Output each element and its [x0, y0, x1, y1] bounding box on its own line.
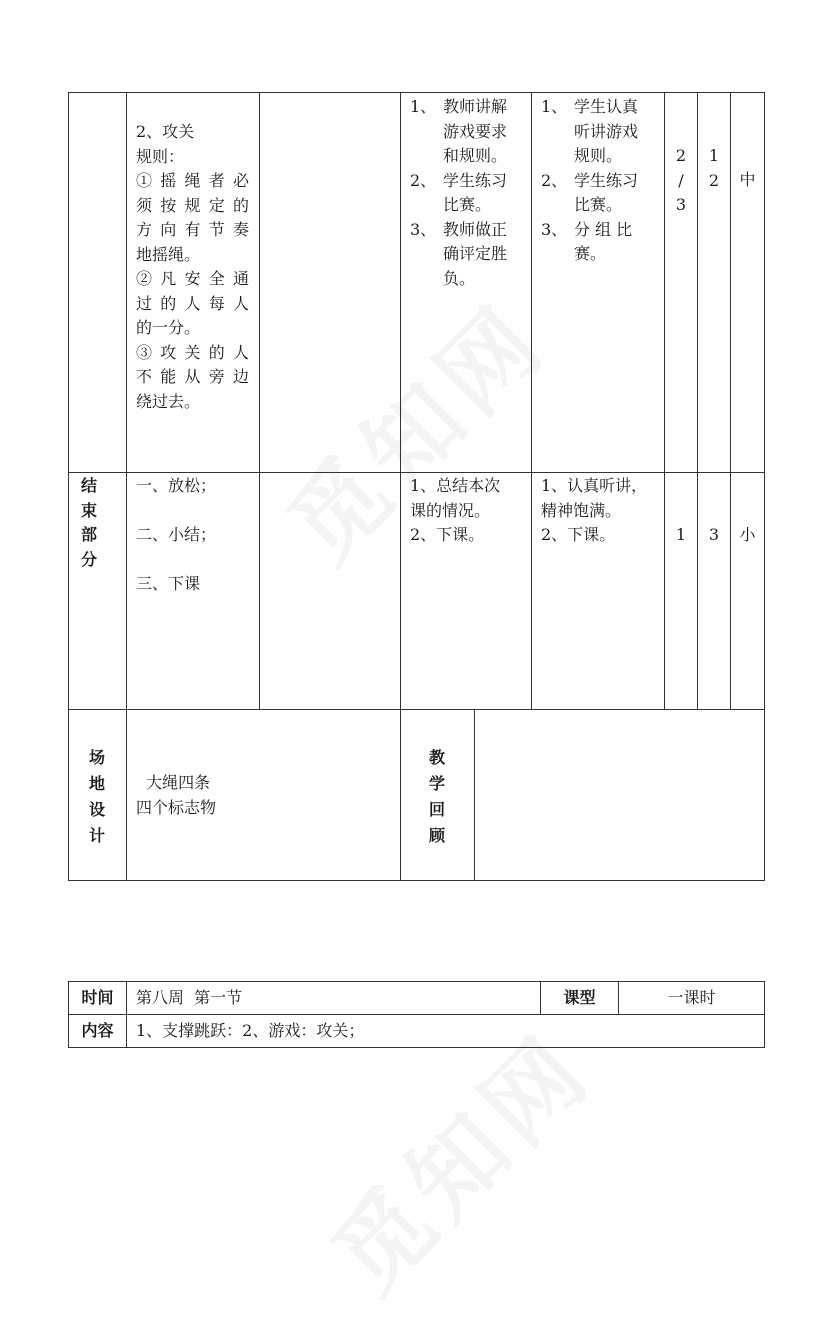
times-value: 3	[675, 195, 687, 214]
content-line: 地摇绳。	[136, 244, 201, 264]
teacher-line: 2、下课。	[410, 525, 485, 544]
item-number: 3、	[410, 219, 437, 239]
teacher-line: 学生练习	[443, 170, 508, 190]
student-line: 分 组 比	[574, 219, 633, 239]
label-char: 设	[88, 800, 105, 819]
times-value: /	[678, 170, 684, 190]
label-char: 地	[88, 774, 105, 793]
content-item: 二、小结；	[136, 525, 217, 544]
row1-intensity: 中	[739, 170, 756, 189]
content-value: 1、支撑跳跃：2、游戏：攻关；	[136, 1021, 365, 1040]
label-char: 教	[428, 748, 445, 767]
student-line: 学生练习	[574, 170, 639, 190]
content-item: 三、下课	[136, 574, 201, 593]
student-line: 学生认真	[574, 97, 639, 116]
label-char: 顾	[428, 826, 445, 845]
content-label: 内容	[81, 1021, 114, 1040]
row2-count: 3	[708, 525, 720, 544]
label-char: 回	[428, 800, 445, 819]
content-line: 绕过去。	[136, 391, 201, 411]
content-line: ②凡安全通	[136, 269, 249, 288]
label-char: 计	[88, 826, 105, 845]
student-line: 比赛。	[574, 195, 623, 214]
content-line: 须按规定的	[136, 195, 249, 215]
content-line: 过的人每人	[136, 293, 249, 313]
student-line: 精神饱满。	[541, 500, 622, 520]
student-line: 听讲游戏	[574, 121, 639, 141]
row2-intensity: 小	[739, 525, 756, 544]
venue-line: 大绳四条	[136, 773, 211, 792]
label-char: 学	[428, 774, 445, 793]
count-value: 1	[708, 146, 720, 165]
teacher-line: 比赛。	[443, 195, 492, 214]
content-line: ③攻关的人	[136, 342, 249, 362]
times-value: 2	[675, 146, 687, 165]
type-value: 一课时	[667, 988, 716, 1007]
teacher-line: 和规则。	[443, 146, 508, 165]
teacher-line: 教师讲解	[443, 97, 508, 116]
content-line: ①摇绳者必	[136, 171, 249, 190]
student-line: 2、下课。	[541, 525, 616, 544]
label-char: 束	[80, 500, 97, 520]
teacher-line: 课的情况。	[410, 500, 491, 520]
item-number: 1、	[410, 97, 437, 116]
label-char: 部	[80, 525, 97, 544]
item-number: 3、	[541, 219, 568, 239]
item-number: 2、	[541, 170, 568, 190]
label-char: 分	[80, 549, 97, 569]
time-label: 时间	[81, 988, 114, 1007]
teacher-line: 负。	[443, 268, 476, 288]
teacher-line: 游戏要求	[443, 121, 508, 141]
content-line: 2、攻关	[136, 122, 195, 141]
teacher-line: 教师做正	[443, 219, 508, 239]
count-value: 2	[708, 170, 720, 190]
student-line: 赛。	[574, 244, 607, 263]
content-line: 不能从旁边	[136, 367, 249, 386]
label-char: 结	[80, 476, 97, 495]
item-number: 2、	[410, 170, 437, 190]
time-value: 第八周 第一节	[136, 988, 243, 1007]
venue-line: 四个标志物	[136, 797, 217, 817]
teacher-line: 确评定胜	[443, 244, 508, 263]
student-line: 1、认真听讲，	[541, 476, 648, 495]
content-item: 一、放松；	[136, 476, 217, 495]
type-label: 课型	[563, 988, 596, 1007]
label-char: 场	[88, 748, 105, 767]
item-number: 1、	[541, 97, 568, 116]
content-line: 规则：	[136, 146, 185, 166]
teacher-line: 1、总结本次	[410, 476, 501, 495]
row2-times: 1	[675, 525, 687, 544]
content-line: 方向有节奏	[136, 220, 249, 239]
content-line: 的一分。	[136, 318, 201, 337]
student-line: 规则。	[574, 146, 623, 165]
